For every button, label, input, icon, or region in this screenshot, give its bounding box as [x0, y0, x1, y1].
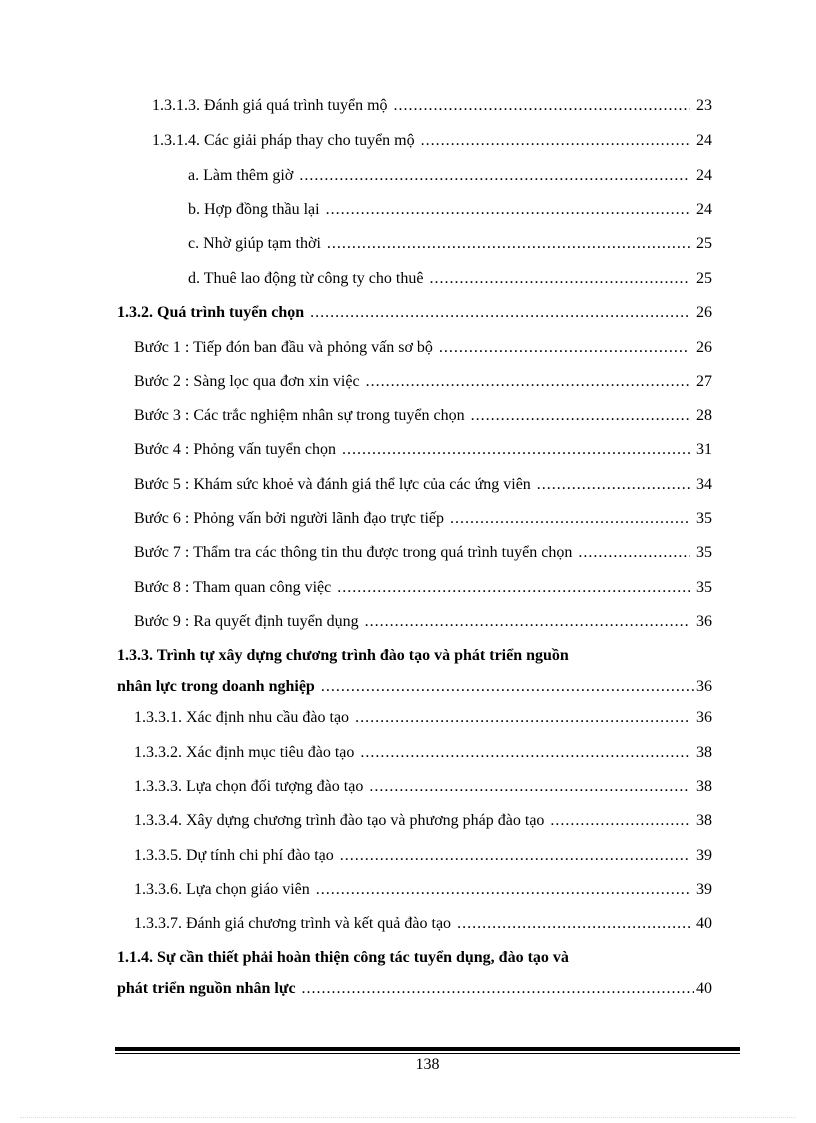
toc-page-number: 39 — [696, 847, 712, 864]
page-edge-divider — [20, 1117, 796, 1118]
toc-entry-label: 1.3.3.4. Xây dựng chương trình đào tạo và phương pháp đào tạo — [134, 812, 545, 829]
toc-page-number: 27 — [696, 373, 712, 390]
toc-entry-label: 1.3.3.6. Lựa chọn giáo viên — [134, 881, 310, 898]
leader-dots — [326, 199, 690, 221]
toc-page-number: 36 — [696, 613, 712, 630]
toc-entry-buoc-6 — [134, 508, 712, 530]
toc-entry-label-line1: 1.3.3. Trình tự xây dựng chương trình đào tạo và phát triển nguồn — [117, 647, 569, 664]
leader-dots — [360, 742, 690, 764]
leader-dots — [299, 165, 690, 187]
toc-entry-1-3-3-3 — [134, 776, 712, 798]
toc-entry-buoc-4 — [134, 439, 712, 461]
footer-rule-thin — [115, 1053, 740, 1054]
leader-dots — [457, 913, 690, 935]
toc-entry-1-3-3-4 — [134, 810, 712, 832]
toc-page-number: 40 — [696, 980, 712, 997]
toc-entry-buoc-1 — [134, 337, 712, 359]
toc-entry-label-line2: nhân lực trong doanh nghiệp — [117, 678, 315, 695]
toc-entry-1-3-1-3 — [152, 95, 712, 117]
toc-page-number: 26 — [696, 304, 712, 321]
toc-entry-1-3-3 — [117, 645, 712, 698]
leader-dots — [337, 577, 690, 599]
toc-entry-label: 1.3.1.4. Các giải pháp thay cho tuyển mộ — [152, 132, 415, 149]
toc-entry-label: 1.3.3.3. Lựa chọn đối tượng đào tạo — [134, 778, 364, 795]
toc-entry-buoc-2 — [134, 371, 712, 393]
leader-dots — [471, 405, 690, 427]
toc-page-number: 39 — [696, 881, 712, 898]
toc-entry-label: a. Làm thêm giờ — [188, 167, 294, 184]
leader-dots — [450, 508, 690, 530]
footer-rule — [115, 1047, 740, 1051]
footer-page-number: 138 — [415, 1056, 440, 1073]
toc-page-number: 31 — [696, 441, 712, 458]
toc-page-number: 25 — [696, 270, 712, 287]
toc-entry-label-line2: phát triển nguồn nhân lực — [117, 980, 296, 997]
leader-dots — [365, 611, 690, 633]
toc-entry-label: Bước 3 : Các trắc nghiệm nhân sự trong tuyển chọn — [134, 407, 465, 424]
toc-entry-label: d. Thuê lao động từ công ty cho thuê — [188, 270, 424, 287]
toc-entry-buoc-5 — [134, 474, 712, 496]
toc-entry-1-3-3-7 — [134, 913, 712, 935]
toc-page-number: 34 — [696, 476, 712, 493]
toc-entry-label: c. Nhờ giúp tạm thời — [188, 235, 321, 252]
toc-entry-buoc-9 — [134, 611, 712, 633]
leader-dots — [394, 95, 690, 117]
leader-dots — [316, 879, 690, 901]
toc-page-number: 38 — [696, 744, 712, 761]
toc-entry-label: Bước 2 : Sàng lọc qua đơn xin việc — [134, 373, 360, 390]
toc-entry-1-3-1-4 — [152, 130, 712, 152]
leader-dots — [421, 130, 690, 152]
toc-entry-label: Bước 6 : Phỏng vấn bởi người lãnh đạo trực tiếp — [134, 510, 445, 527]
toc-entry-label: Bước 8 : Tham quan công việc — [134, 579, 332, 596]
leader-dots — [578, 542, 690, 564]
toc-page-number: 40 — [696, 915, 712, 932]
leader-dots — [439, 337, 690, 359]
toc-entry-label: 1.3.3.7. Đánh giá chương trình và kết quả đào tạo — [134, 915, 452, 932]
toc-entry-a — [188, 165, 712, 187]
toc-entry-label: 1.3.3.1. Xác định nhu cầu đào tạo — [134, 709, 350, 726]
toc-page-number: 38 — [696, 778, 712, 795]
toc-entry-1-3-3-6 — [134, 879, 712, 901]
toc-entry-1-3-2 — [117, 302, 712, 324]
toc-entry-label: 1.3.2. Quá trình tuyển chọn — [117, 304, 305, 321]
toc-entry-label: 1.3.3.2. Xác định mục tiêu đào tạo — [134, 744, 355, 761]
toc-entry-1-3-3-2 — [134, 742, 712, 764]
toc-page-number: 23 — [696, 97, 712, 114]
toc-entry-label: 1.3.3.5. Dự tính chi phí đào tạo — [134, 847, 334, 864]
toc-entry-label: Bước 4 : Phỏng vấn tuyển chọn — [134, 441, 336, 458]
leader-dots — [321, 676, 694, 698]
toc-page-number: 38 — [696, 812, 712, 829]
leader-dots — [340, 845, 690, 867]
toc-page-number: 35 — [696, 510, 712, 527]
toc-page-number: 28 — [696, 407, 712, 424]
toc-page-number: 24 — [696, 201, 712, 218]
toc-entry-label: Bước 9 : Ra quyết định tuyển dụng — [134, 613, 359, 630]
toc-entry-1-3-3-1 — [134, 707, 712, 729]
leader-dots — [355, 707, 690, 729]
toc-page-number: 35 — [696, 544, 712, 561]
toc-entry-label-line1: 1.1.4. Sự cần thiết phải hoàn thiện công tác tuyển dụng, đào tạo và — [117, 949, 569, 966]
toc-page-number: 36 — [696, 678, 712, 695]
toc-entry-label: b. Hợp đồng thầu lại — [188, 201, 320, 218]
toc-page-number: 26 — [696, 339, 712, 356]
leader-dots — [302, 978, 694, 1000]
toc-entry-label: Bước 7 : Thẩm tra các thông tin thu được trong quá trình tuyển chọn — [134, 544, 573, 561]
toc-entry-buoc-7 — [134, 542, 712, 564]
toc-entry-1-3-3-5 — [134, 845, 712, 867]
toc-entry-b — [188, 199, 712, 221]
leader-dots — [327, 233, 690, 255]
toc-entry-label: Bước 1 : Tiếp đón ban đầu và phỏng vấn sơ bộ — [134, 339, 433, 356]
toc-page-number: 35 — [696, 579, 712, 596]
toc-entry-buoc-3 — [134, 405, 712, 427]
leader-dots — [369, 776, 690, 798]
leader-dots — [429, 268, 690, 290]
toc-page-number: 25 — [696, 235, 712, 252]
toc-entry-label: Bước 5 : Khám sức khoẻ và đánh giá thể lực của các ứng viên — [134, 476, 531, 493]
leader-dots — [342, 439, 690, 461]
leader-dots — [550, 810, 690, 832]
leader-dots — [310, 302, 690, 324]
toc-entry-d — [188, 268, 712, 290]
toc-entry-label: 1.3.1.3. Đánh giá quá trình tuyển mộ — [152, 97, 388, 114]
leader-dots — [366, 371, 690, 393]
toc-entry-buoc-8 — [134, 577, 712, 599]
toc-entry-c — [188, 233, 712, 255]
toc-page-number: 24 — [696, 132, 712, 149]
leader-dots — [537, 474, 690, 496]
toc-entry-1-1-4 — [117, 947, 712, 1000]
toc-page-number: 36 — [696, 709, 712, 726]
toc-page-number: 24 — [696, 167, 712, 184]
